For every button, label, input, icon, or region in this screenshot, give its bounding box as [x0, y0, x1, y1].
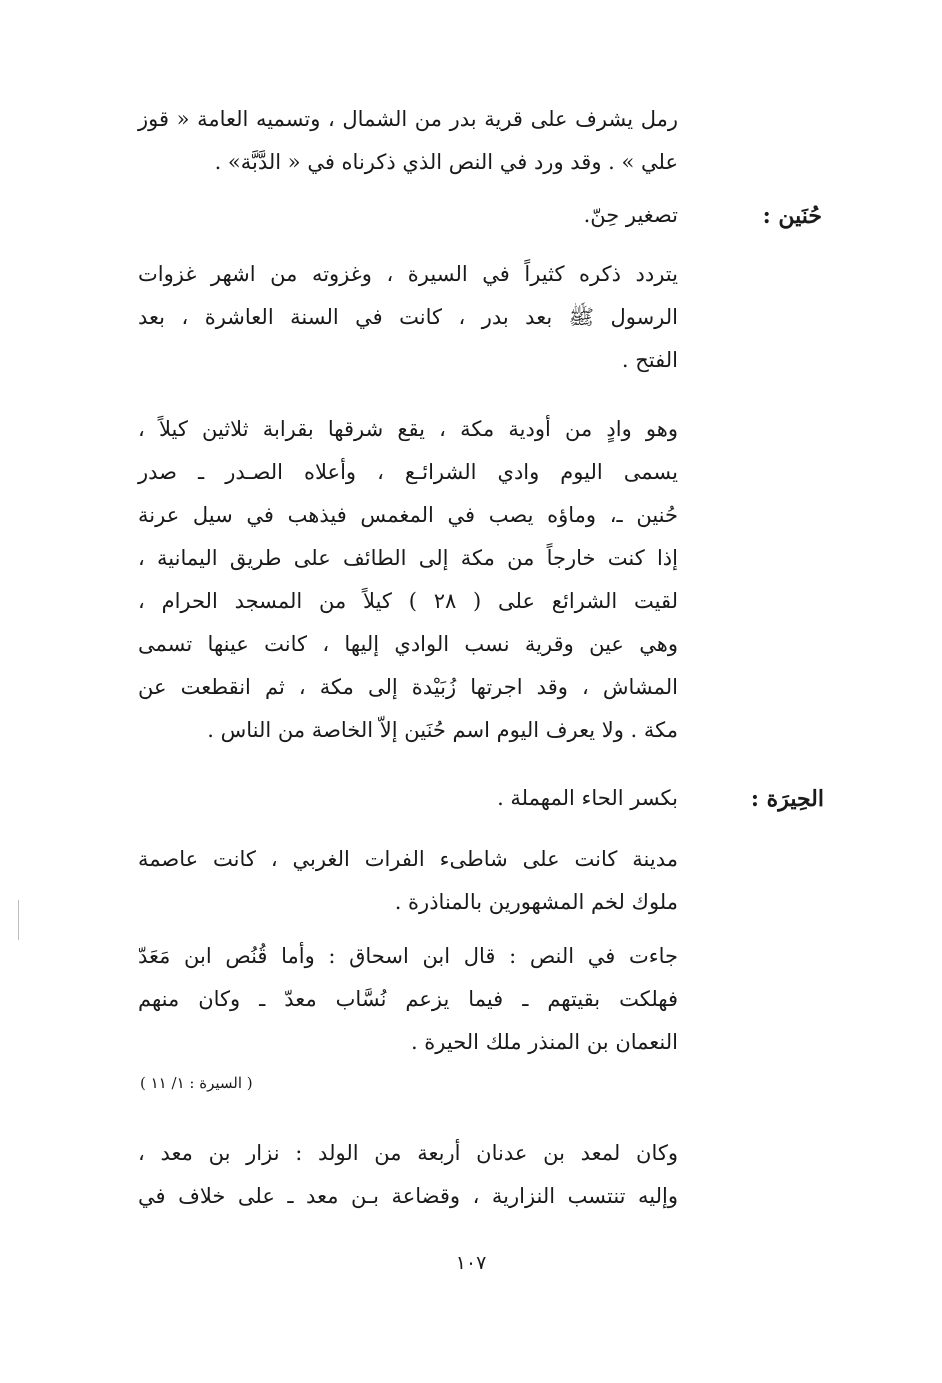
- text-line: لقيت الشرائع على ( ٢٨ ) كيلاً من المسجد الحرام ،: [138, 589, 678, 613]
- hira-paragraph-1: [138, 838, 678, 924]
- source-citation: ( السيرة : ١/ ١١ ): [140, 1074, 253, 1092]
- text-line: يسمى اليوم وادي الشرائـع ، وأعلاه الصـدر ـ صدر: [138, 460, 678, 484]
- continuation-paragraph: [138, 98, 678, 184]
- text-line: ملوك لخم المشهورين بالمناذرة .: [394, 890, 678, 914]
- text-line: وإليه تنتسب النزارية ، وقضاعة بـن معد ـ على خلاف في: [138, 1184, 678, 1208]
- hunayn-paragraph-1: [138, 253, 678, 382]
- text-line: حُنين ـ، وماؤه يصب في المغمس فيذهب في سيل عرنة: [138, 503, 678, 527]
- text-line: النعمان بن المنذر ملك الحيرة .: [410, 1030, 678, 1054]
- text-line: فهلكت بقيتهم ـ فيما يزعم نُسَّاب معدّ ـ وكان منهم: [138, 987, 678, 1011]
- text-line: المشاش ، وقد اجرتها زُبَيْدة إلى مكة ، ثم انقطعت عن: [138, 675, 678, 699]
- hunayn-paragraph-2: [138, 408, 678, 752]
- text-line: مدينة كانت على شاطىء الفرات الغربي ، كانت عاصمة: [138, 847, 678, 871]
- text-line: مكة . ولا يعرف اليوم اسم حُنَين إلاّ الخاصة من الناس .: [207, 718, 678, 742]
- text-line: جاءت في النص : قال ابن اسحاق : وأما قُنُص ابن مَعَدّ: [138, 944, 678, 968]
- scan-margin-mark: [18, 900, 19, 940]
- entry-definition-hira: بكسر الحاء المهملة .: [497, 786, 678, 810]
- text-line: وهو وادٍ من أودية مكة ، يقع شرقها بقرابة ثلاثين كيلاً ،: [138, 417, 678, 441]
- text-line: علي » . وقد ورد في النص الذي ذكرناه في « الدَّبَّة» .: [214, 150, 678, 174]
- hira-paragraph-2: [138, 935, 678, 1064]
- text-line: الرسول ﷺ بعد بدر ، كانت في السنة العاشرة ، بعد: [138, 305, 678, 329]
- hira-closing-paragraph: [138, 1132, 678, 1218]
- text-line: وكان لمعد بن عدنان أربعة من الولد : نزار بن معد ،: [138, 1141, 678, 1165]
- text-line: إذا كنت خارجاً من مكة إلى الطائف على طريق اليمانية ،: [138, 546, 678, 570]
- text-line: يتردد ذكره كثيراً في السيرة ، وغزوته من اشهر غزوات: [138, 262, 678, 286]
- entry-term-hunayn: حُنَين :: [762, 203, 822, 229]
- text-line: الفتح .: [621, 348, 678, 372]
- entry-term-hira: الحِيرَة :: [750, 786, 824, 812]
- entry-definition-hunayn: تصغير حِنّ.: [583, 203, 678, 227]
- text-line: رمل يشرف على قرية بدر من الشمال ، وتسميه العامة « قوز: [138, 107, 678, 131]
- text-line: وهي عين وقرية نسب الوادي إليها ، كانت عينها تسمى: [138, 632, 678, 656]
- page-number: ١٠٧: [455, 1252, 487, 1274]
